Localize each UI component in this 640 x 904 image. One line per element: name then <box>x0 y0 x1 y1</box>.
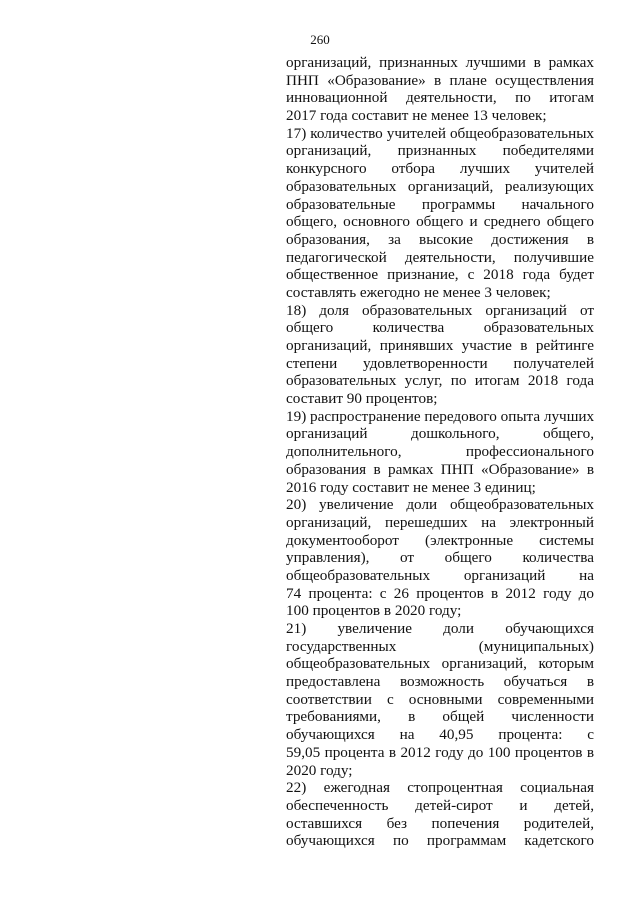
text-line: ПНП «Образование» в плане осуществления <box>286 71 594 89</box>
text-line: соответствии с основными современными <box>286 690 594 708</box>
text-line: управления), от общего количества <box>286 549 594 567</box>
text-line: оставшихся без попечения родителей, <box>286 814 594 832</box>
text-line: требованиями, в общей численности <box>286 708 594 726</box>
text-line: общеобразовательных организаций на <box>286 566 594 584</box>
text-line: обеспеченность детей-сирот и детей, <box>286 796 594 814</box>
text-line: образовательные программы начального <box>286 195 594 213</box>
text-line: 74 процента: с 26 процентов в 2012 году до <box>286 584 594 602</box>
text-line: организаций, перешедших на электронный <box>286 513 594 531</box>
text-line: степени удовлетворенности получателей <box>286 354 594 372</box>
text-line: инновационной деятельности, по итогам <box>286 89 594 107</box>
text-line: 2020 году; <box>286 761 353 779</box>
text-line: общеобразовательных организаций, которым <box>286 655 594 673</box>
text-line: 2016 году составит не менее 3 единиц; <box>286 478 536 496</box>
text-line: 2017 года составит не менее 13 человек; <box>286 107 547 125</box>
text-line: общественное признание, с 2018 года будет <box>286 266 594 284</box>
text-line: 18) доля образовательных организаций от <box>286 301 594 319</box>
text-line: 19) распространение передового опыта лучших <box>286 407 594 425</box>
text-line: образовательных услуг, по итогам 2018 года <box>286 372 594 390</box>
text-line: 20) увеличение доли общеобразовательных <box>286 496 594 514</box>
text-line: образования в рамках ПНП «Образование» в <box>286 460 594 478</box>
text-line: дополнительного, профессионального <box>286 443 594 461</box>
text-line: общего количества образовательных <box>286 319 594 337</box>
text-line: предоставлена возможность обучаться в <box>286 673 594 691</box>
text-line: организаций дошкольного, общего, <box>286 425 594 443</box>
text-line: обучающихся на 40,95 процента: с <box>286 726 594 744</box>
text-line: организаций, признанных лучшими в рамках <box>286 54 594 71</box>
page-number: 260 <box>310 32 330 47</box>
text-line: конкурсного отбора лучших учителей <box>286 160 594 178</box>
body-text-column <box>286 54 594 850</box>
text-line: составит 90 процентов; <box>286 390 438 408</box>
text-line: 59,05 процента в 2012 году до 100 процентов в <box>286 743 594 761</box>
text-line: государственных (муниципальных) <box>286 637 594 655</box>
text-line: обучающихся по программам кадетского <box>286 832 594 850</box>
text-line: 22) ежегодная стопроцентная социальная <box>286 779 594 797</box>
text-line: образования, за высокие достижения в <box>286 230 594 248</box>
text-line: 17) количество учителей общеобразовательных <box>286 124 594 142</box>
text-line: 21) увеличение доли обучающихся <box>286 620 594 637</box>
text-line: документооборот (электронные системы <box>286 531 594 549</box>
text-line: организаций, признанных победителями <box>286 142 594 160</box>
text-line: общего, основного общего и среднего общего <box>286 213 594 231</box>
text-line: 100 процентов в 2020 году; <box>286 602 462 620</box>
text-line: педагогической деятельности, получившие <box>286 248 594 266</box>
text-line: образовательных организаций, реализующих <box>286 177 594 195</box>
text-line: организаций, принявших участие в рейтинге <box>286 337 594 354</box>
text-line: составлять ежегодно не менее 3 человек; <box>286 283 551 301</box>
